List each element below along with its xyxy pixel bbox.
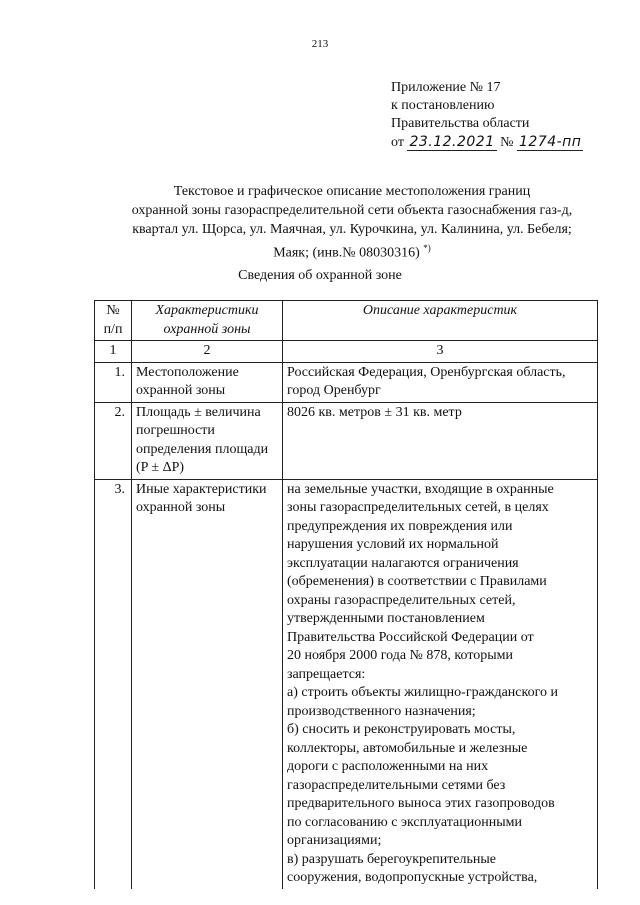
- header-num: № п/п: [95, 301, 132, 341]
- description-line: б) сносить и реконструировать мосты,: [287, 722, 516, 737]
- row-num: 3.: [95, 479, 132, 889]
- table-row: [95, 479, 598, 889]
- row-description: 8026 кв. метров ± 31 кв. метр: [283, 402, 598, 479]
- footnote-mark: *): [423, 243, 431, 253]
- row-description: Российская Федерация, Оренбургская область, город Оренбург: [283, 362, 598, 402]
- description-line: предупреждения их повреждения или: [287, 518, 513, 534]
- description-line: нарушения условий их нормальной: [287, 537, 499, 552]
- document-title: [86, 182, 618, 263]
- handwritten-number: 1274-пп: [518, 134, 582, 150]
- description-line: производственного назначения;: [287, 703, 476, 719]
- description-line: коллекторы, автомобильные и железные: [287, 740, 528, 756]
- row-characteristic: Площадь ± величина погрешности определения площади (P ± ΔP): [132, 402, 283, 479]
- description-line: 20 ноября 2000 года № 878, которыми: [287, 648, 514, 663]
- description-line: газораспределительными сетями без: [287, 777, 506, 793]
- header-characteristic: Характеристики охранной зоны: [132, 301, 283, 341]
- title-line-2: охранной зоны газораспределительной сети объекта газоснабжения газ-д,: [131, 203, 573, 218]
- appendix-line-2: к постановлению: [391, 98, 495, 113]
- number-label: №: [500, 135, 514, 150]
- appendix-line-1: Приложение № 17: [391, 80, 501, 95]
- description-line: по согласованию с эксплуатационными: [287, 814, 522, 830]
- table-index-row: [95, 341, 598, 363]
- description-line: запрещается:: [287, 666, 366, 682]
- title-line-4-wrap: [86, 239, 618, 263]
- description-line: охраны газораспределительных сетей,: [287, 592, 516, 608]
- row-num: 1.: [95, 362, 132, 402]
- description-line: сооружения, водопропускные устройства,: [287, 870, 538, 885]
- page-number: 213: [311, 38, 329, 50]
- handwritten-date: 23.12.2021: [409, 134, 495, 150]
- description-line: в) разрушать берегоукрепительные: [287, 851, 497, 867]
- description-line: на земельные участки, входящие в охранные: [287, 481, 554, 497]
- index-cell: 3: [283, 341, 598, 363]
- table-row: [95, 402, 598, 479]
- table-row: [95, 362, 598, 402]
- row-num: 2.: [95, 402, 132, 479]
- description-line: зоны газораспределительных сетей, в целях: [287, 500, 549, 515]
- description-line: дороги с расположенными на них: [287, 759, 489, 774]
- description-lines: [287, 481, 593, 888]
- title-line-1: Текстовое и графическое описание местоположения границ: [173, 184, 531, 199]
- description-line: (обременения) в соответствии с Правилами: [287, 574, 547, 589]
- index-cell: 1: [95, 341, 132, 363]
- description-line: утвержденными постановлением: [287, 611, 485, 626]
- description-line: предварительного выноса этих газопроводов: [287, 796, 555, 811]
- protection-zone-table: [94, 300, 598, 889]
- appendix-line-3: Правительства области: [391, 116, 530, 131]
- row-characteristic: Местоположение охранной зоны: [132, 362, 283, 402]
- description-line: эксплуатации налагаются ограничения: [287, 555, 519, 571]
- description-line: Правительства Российской Федерации от: [287, 629, 534, 645]
- section-subtitle: Сведения об охранной зоне: [238, 268, 402, 283]
- title-line-4: Маяк; (инв.№ 08030316): [273, 245, 420, 261]
- row-characteristic: Иные характеристики охранной зоны: [132, 479, 283, 889]
- table-header-row: [95, 301, 598, 341]
- description-line: а) строить объекты жилищно-гражданского и: [287, 685, 558, 700]
- appendix-date-line: [391, 133, 583, 152]
- description-line: организациями;: [287, 833, 382, 848]
- index-cell: 2: [132, 341, 283, 363]
- appendix-block: [391, 79, 583, 152]
- row-description: [283, 479, 598, 889]
- from-label: от: [391, 135, 404, 150]
- title-line-3: квартал ул. Щорса, ул. Маячная, ул. Курочкина, ул. Калинина, ул. Бебеля;: [132, 222, 572, 237]
- header-description: Описание характеристик: [283, 301, 598, 341]
